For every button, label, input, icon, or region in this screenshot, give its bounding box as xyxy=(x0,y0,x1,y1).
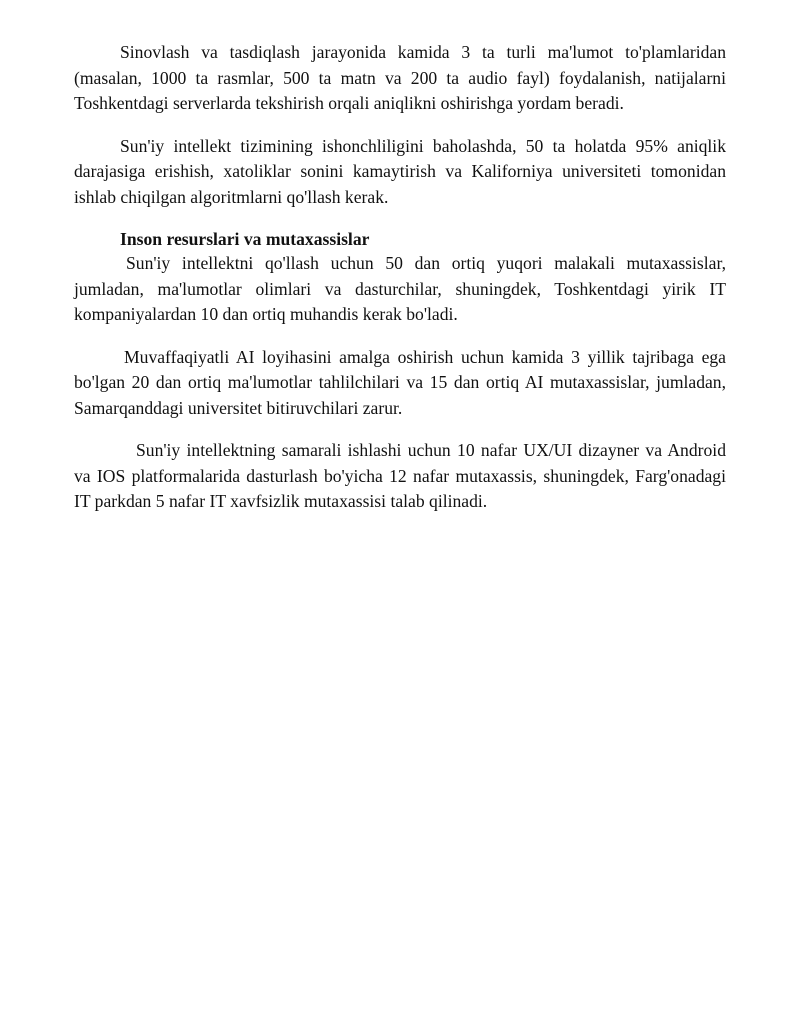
document-page xyxy=(74,40,726,532)
paragraph-specialists-needed: Sun'iy intellektni qo'llash uchun 50 dan ortiq yuqori malakali mutaxassislar, jumladan, ma'lumotlar olimlari va dasturchilar, shuningdek, Toshkentdagi yirik IT kompaniyalardan 10 dan ortiq muhandis kerak bo'ladi. xyxy=(74,253,726,324)
section-heading: Inson resurslari va mutaxassislar xyxy=(120,229,370,249)
paragraph-ai-reliability: Sun'iy intellekt tizimining ishonchliligini baholashda, 50 ta holatda 95% aniqlik darajasiga erishish, xatoliklar sonini kamaytirish va Kaliforniya universiteti tomonidan ishlab chiqilgan algoritmlarni qo'llash kerak. xyxy=(74,135,726,207)
paragraph-designers-developers: Sun'iy intellektning samarali ishlashi uchun 10 nafar UX/UI dizayner va Android va IOS platformalarida dasturlash bo'yicha 12 nafar mutaxassis, shuningdek, Farg'onadagi IT parkdan 5 nafar IT xavfsizlik mutaxassisi talab qilinadi. xyxy=(74,440,726,511)
paragraph-datasets-testing: Sinovlash va tasdiqlash jarayonida kamida 3 ta turli ma'lumot to'plamlaridan (masalan, 1000 ta rasmlar, 500 ta matn va 200 ta audio fayl) foydalanish, natijalarni Toshkentdagi serverlarda tekshirish orqali aniqlikni oshirishga yordam beradi. xyxy=(74,42,726,113)
paragraph-data-analysts: Muvaffaqiyatli AI loyihasini amalga oshirish uchun kamida 3 yillik tajribaga ega bo'lgan 20 dan ortiq ma'lumotlar tahlilchilari va 15 dan ortiq AI mutaxassislar, jumladan, Samarqanddagi universitet bitiruvchilari zarur. xyxy=(74,346,726,418)
